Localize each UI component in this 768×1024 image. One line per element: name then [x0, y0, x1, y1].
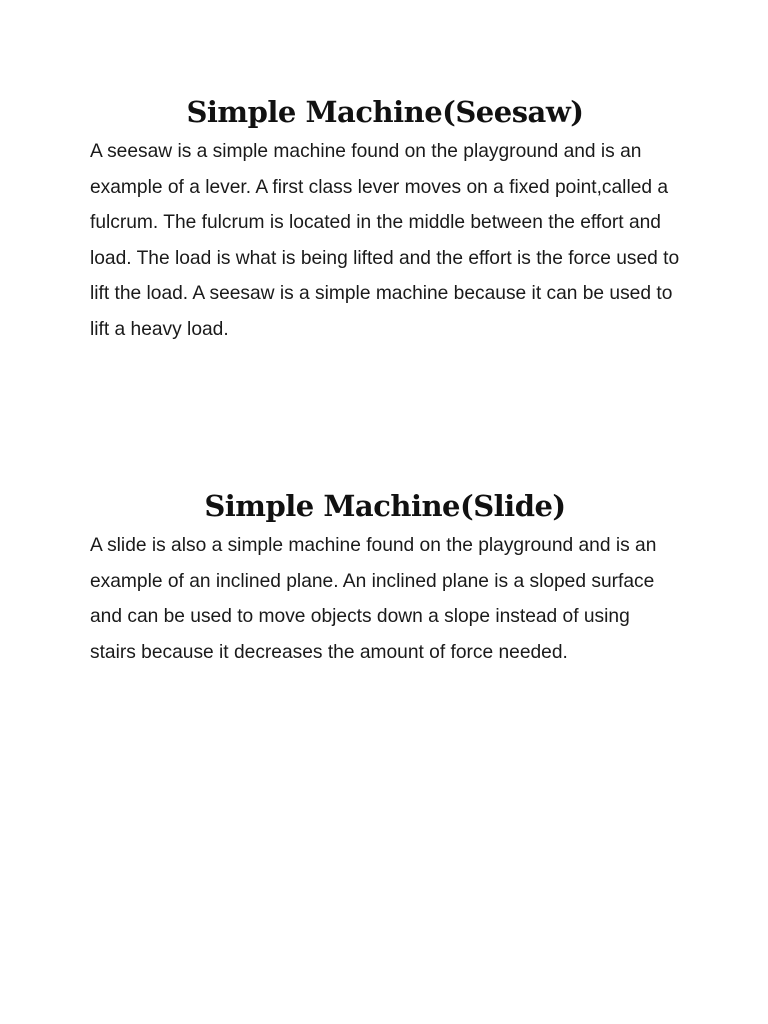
section-paragraph: A slide is also a simple machine found on the playground and is an example of an inclined plane. An inclined plane is a sloped surface and can be used to move objects down a slope instead of using stairs because it decreases the amount of force needed.	[90, 535, 657, 663]
section-slide	[90, 484, 680, 670]
section-title: Simple Machine(Seesaw)	[186, 95, 584, 129]
section-seesaw	[90, 90, 680, 348]
section-paragraph: A seesaw is a simple machine found on the playground and is an example of a lever. A first class lever moves on a fixed point,called a fulcrum. The fulcrum is located in the middle between the effort and load. The load is what is being lifted and the effort is the force used to lift the load. A seesaw is a simple machine because it can be used to lift a heavy load.	[90, 141, 680, 340]
section-title: Simple Machine(Slide)	[204, 489, 566, 523]
